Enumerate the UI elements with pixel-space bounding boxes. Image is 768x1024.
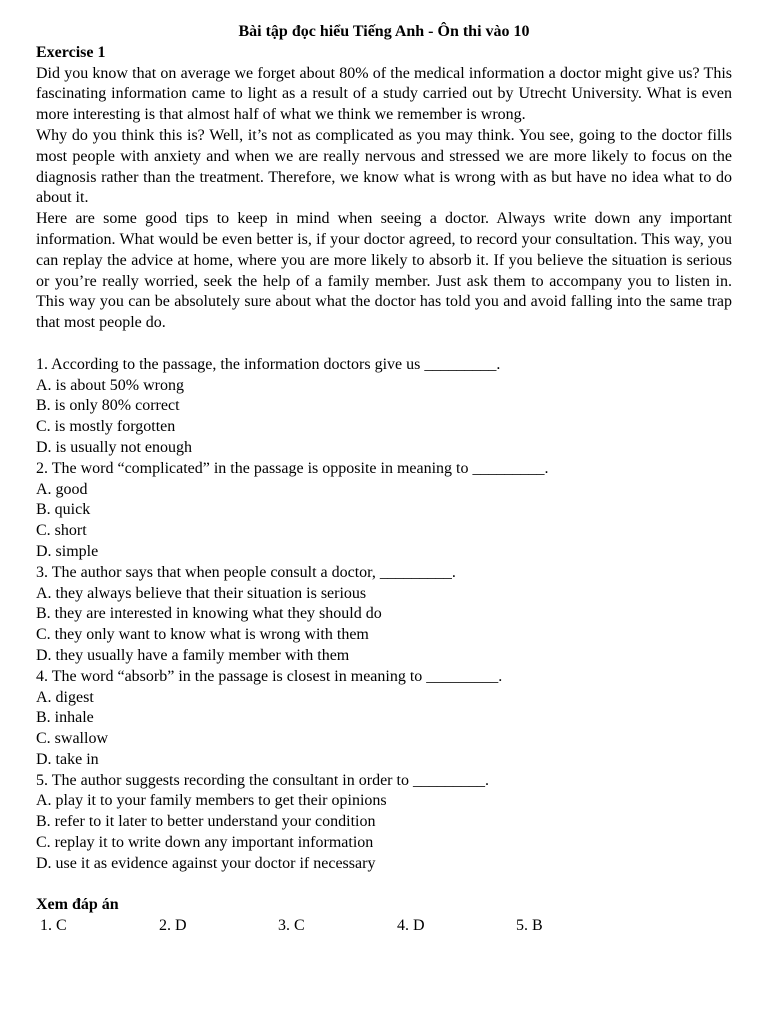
answer-option: C. is mostly forgotten xyxy=(36,418,176,436)
answer-key xyxy=(36,916,732,937)
answer-option: C. replay it to write down any important information xyxy=(36,834,374,852)
answer-option: A. play it to your family members to get their opinions xyxy=(36,792,387,810)
passage-paragraph: Here are some good tips to keep in mind when seeing a doctor. Always write down any important information. What would be even better is, if your doctor agreed, to record your consultation. This way, you can replay the advice at home, where you are more likely to absorb it. If you believe the situation is serious or you’re really worried, seek the help of a family member. Just ask them to accompany you to listen in. This way you can be absolutely sure about what the doctor has told you and avoid falling into the same trap that most people do. xyxy=(36,210,732,332)
question: 5. The author suggests recording the consultant in order to _________. xyxy=(36,771,489,789)
question: 4. The word “absorb” in the passage is closest in meaning to _________. xyxy=(36,667,503,685)
passage-paragraph: Why do you think this is? Well, it’s not as complicated as you may think. You see, going to the doctor fills most people with anxiety and when we are really nervous and stressed we are more likely to focus on the diagnosis rather than the treatment. Therefore, we know what is wrong with as but have no idea what to do about it. xyxy=(36,126,732,207)
answer-option: B. is only 80% correct xyxy=(36,397,180,415)
answer-option: D. is usually not enough xyxy=(36,438,192,456)
question: 3. The author says that when people consult a doctor, _________. xyxy=(36,563,456,581)
answer-key-item: 3. C xyxy=(278,917,305,935)
document-page xyxy=(36,22,732,937)
answer-key-item: 1. C xyxy=(40,917,67,935)
answer-key-item: 5. B xyxy=(516,917,543,935)
answer-option: C. they only want to know what is wrong with them xyxy=(36,626,369,644)
answer-option: C. short xyxy=(36,522,87,540)
answer-option: A. digest xyxy=(36,688,94,706)
answers-heading: Xem đáp án xyxy=(36,896,119,914)
question: 1. According to the passage, the information doctors give us _________. xyxy=(36,355,501,373)
answer-option: B. refer to it later to better understand your condition xyxy=(36,813,376,831)
answer-option: D. take in xyxy=(36,750,99,768)
answer-option: A. they always believe that their situation is serious xyxy=(36,584,367,602)
exercise-heading: Exercise 1 xyxy=(36,43,106,61)
answer-option: B. they are interested in knowing what they should do xyxy=(36,605,382,623)
passage-paragraph: Did you know that on average we forget about 80% of the medical information a doctor might give us? This fascinating information came to light as a result of a study carried out by Utrecht University. What is even more interesting is that almost half of what we think we remember is wrong. xyxy=(36,64,732,124)
answer-key-item: 4. D xyxy=(397,917,425,935)
answer-option: D. simple xyxy=(36,542,99,560)
answer-option: D. use it as evidence against your doctor if necessary xyxy=(36,854,376,872)
answer-option: C. swallow xyxy=(36,730,108,748)
answer-key-item: 2. D xyxy=(159,917,187,935)
answer-option: D. they usually have a family member with them xyxy=(36,646,350,664)
answer-option: B. quick xyxy=(36,501,91,519)
answer-option: A. good xyxy=(36,480,88,498)
question: 2. The word “complicated” in the passage is opposite in meaning to _________. xyxy=(36,459,549,477)
blank-line xyxy=(36,875,732,896)
answer-option: A. is about 50% wrong xyxy=(36,376,184,394)
blank-line xyxy=(36,334,732,355)
answer-option: B. inhale xyxy=(36,709,94,727)
page-title: Bài tập đọc hiểu Tiếng Anh - Ôn thi vào 10 xyxy=(238,23,530,40)
